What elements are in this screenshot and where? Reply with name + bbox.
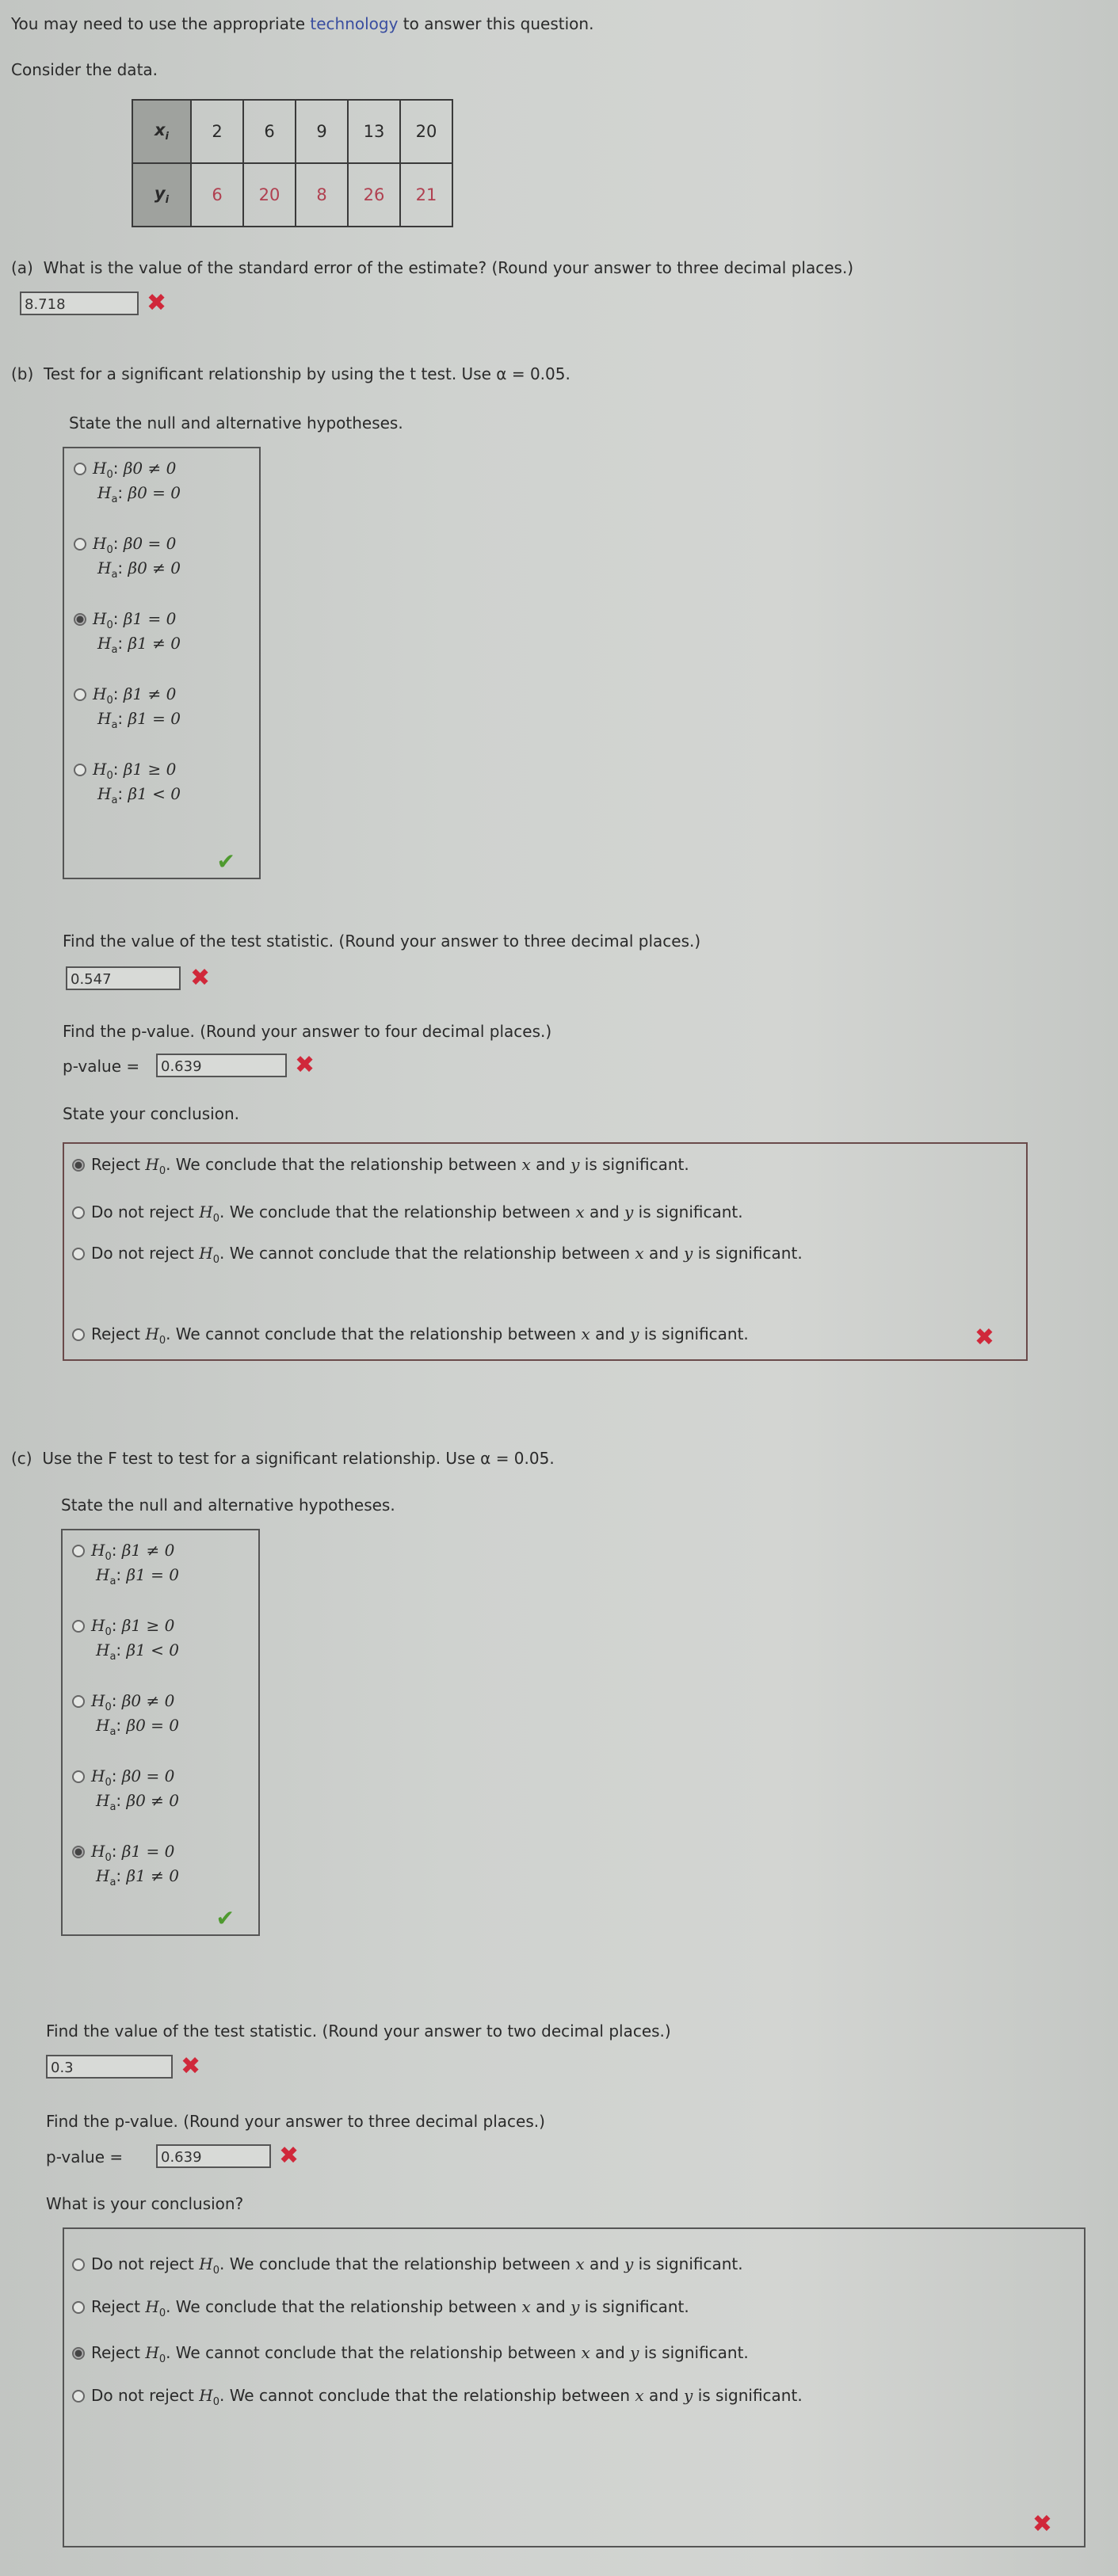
- incorrect-x-icon: ✖: [295, 1051, 315, 1079]
- ha-text: β0 = 0: [128, 483, 181, 502]
- part-b-hyp-prompt: State the null and alternative hypotheses.: [69, 413, 403, 433]
- h0-text: β1 = 0: [121, 1842, 175, 1861]
- conclusion-text: Do not reject $H_0$. We cannot conclude that the relationship between x and y is significant.: [91, 1244, 803, 1266]
- incorrect-x-icon: ✖: [190, 964, 211, 992]
- h0-text: β0 = 0: [121, 1766, 175, 1785]
- conclusion-option[interactable]: [72, 1317, 994, 1358]
- table-row-x: [132, 100, 452, 163]
- h0-label: $H_0$:: [91, 1766, 122, 1789]
- ha-line: [72, 1867, 179, 1892]
- f-statistic-input[interactable]: 0.3: [46, 2055, 173, 2079]
- conclusion-option[interactable]: [72, 1195, 994, 1237]
- h0-text: β0 = 0: [123, 534, 177, 553]
- y-cell: 8: [296, 163, 348, 227]
- part-b-conclusion-prompt: State your conclusion.: [63, 1104, 240, 1123]
- hypothesis-option[interactable]: [74, 610, 181, 659]
- part-c-hypotheses-group: [61, 1529, 260, 1936]
- ha-line: [74, 559, 181, 584]
- h0-label: $H_0$:: [93, 534, 124, 556]
- hypothesis-option[interactable]: [74, 535, 181, 584]
- ha-text: β1 = 0: [128, 709, 181, 728]
- hypothesis-option[interactable]: [72, 1617, 179, 1666]
- part-b-p-prompt: Find the p-value. (Round your answer to four decimal places.): [63, 1022, 552, 1041]
- y-cell: 20: [243, 163, 296, 227]
- part-c-p-prompt: Find the p-value. (Round your answer to three decimal places.): [46, 2112, 545, 2131]
- ha-text: β0 ≠ 0: [126, 1791, 180, 1810]
- ha-line: [72, 1717, 179, 1741]
- ha-text: β0 = 0: [126, 1716, 180, 1735]
- h0-label: $H_0$:: [91, 1616, 122, 1638]
- hypothesis-option[interactable]: [72, 1842, 179, 1892]
- incorrect-x-icon: ✖: [147, 289, 167, 317]
- consider-text: Consider the data.: [11, 60, 158, 79]
- h0-label: $H_0$:: [91, 1541, 122, 1563]
- x-cell: 9: [296, 100, 348, 163]
- h0-label: $H_0$:: [93, 760, 124, 782]
- ha-label: $H_a$:: [96, 1640, 127, 1663]
- ha-label: $H_a$:: [97, 784, 128, 806]
- x-cell: 20: [400, 100, 452, 163]
- hypothesis-option[interactable]: [72, 1541, 179, 1591]
- h0-text: β1 ≠ 0: [121, 1541, 175, 1560]
- incorrect-x-icon: ✖: [181, 2052, 201, 2080]
- conclusion-text: Reject $H_0$. We conclude that the relationship between x and y is significant.: [91, 1155, 689, 1177]
- p-value-input[interactable]: 0.639: [156, 1054, 287, 1077]
- radio-button[interactable]: [72, 1545, 85, 1557]
- conclusion-text: Reject $H_0$. We conclude that the relationship between x and y is significant.: [91, 2297, 689, 2319]
- instructions: [11, 14, 593, 33]
- radio-button[interactable]: [74, 538, 86, 551]
- part-c-hyp-prompt: State the null and alternative hypotheses.: [61, 1496, 395, 1515]
- conclusion-option[interactable]: [72, 2246, 1052, 2288]
- x-cell: 2: [191, 100, 243, 163]
- p-value-label: p-value =: [46, 2147, 124, 2166]
- ha-label: $H_a$:: [97, 709, 128, 731]
- hypothesis-option[interactable]: [72, 1767, 179, 1816]
- part-b-intro: (b) Test for a significant relationship by using the t test. Use α = 0.05.: [11, 364, 570, 383]
- radio-button[interactable]: [72, 2301, 85, 2314]
- ha-text: β1 ≠ 0: [128, 634, 181, 653]
- part-c-stat-prompt: Find the value of the test statistic. (Round your answer to two decimal places.): [46, 2022, 671, 2041]
- part-a-question: (a) What is the value of the standard error of the estimate? (Round your answer to three decimal places.): [11, 258, 854, 277]
- radio-button[interactable]: [72, 1206, 85, 1219]
- ha-text: β1 < 0: [126, 1640, 180, 1660]
- ha-line: [72, 1566, 179, 1591]
- y-header: $y_i$: [132, 163, 191, 227]
- h0-text: β0 ≠ 0: [123, 459, 177, 478]
- h0-text: β1 ≥ 0: [121, 1616, 175, 1635]
- radio-button[interactable]: [72, 1695, 85, 1708]
- ha-text: β1 = 0: [126, 1565, 180, 1584]
- ha-line: [74, 710, 181, 734]
- ha-label: $H_a$:: [96, 1866, 127, 1888]
- conclusion-option[interactable]: [72, 2289, 1052, 2331]
- ha-label: $H_a$:: [96, 1716, 127, 1738]
- hypothesis-option[interactable]: [74, 685, 181, 734]
- radio-button[interactable]: [72, 1328, 85, 1341]
- h0-label: $H_0$:: [93, 459, 124, 481]
- ha-line: [74, 634, 181, 659]
- p-value-label: p-value =: [63, 1057, 140, 1076]
- x-cell: 6: [243, 100, 296, 163]
- y-cell: 21: [400, 163, 452, 227]
- incorrect-x-icon: ✖: [974, 1324, 994, 1351]
- part-b-stat-prompt: Find the value of the test statistic. (Round your answer to three decimal places.): [63, 932, 701, 951]
- ha-text: β1 < 0: [128, 784, 181, 803]
- std-error-input[interactable]: 8.718: [20, 292, 139, 315]
- conclusion-text: Do not reject $H_0$. We conclude that the relationship between x and y is significant.: [91, 1202, 743, 1225]
- radio-button[interactable]: [74, 613, 86, 626]
- h0-label: $H_0$:: [91, 1691, 122, 1713]
- conclusion-option[interactable]: [72, 2378, 1052, 2420]
- h0-text: β1 ≥ 0: [123, 760, 177, 779]
- conclusion-option[interactable]: [72, 2335, 1052, 2377]
- x-header: $x_i$: [132, 100, 191, 163]
- h0-text: β0 ≠ 0: [121, 1691, 175, 1710]
- y-cell: 26: [348, 163, 400, 227]
- h0-label: $H_0$:: [93, 684, 124, 707]
- x-cell: 13: [348, 100, 400, 163]
- conclusion-text: Do not reject $H_0$. We conclude that the relationship between x and y is significant.: [91, 2254, 743, 2277]
- hypothesis-option[interactable]: [74, 459, 181, 509]
- t-statistic-input[interactable]: 0.547: [66, 966, 181, 990]
- conclusion-text: Do not reject $H_0$. We cannot conclude that the relationship between x and y is significant.: [91, 2386, 803, 2408]
- ha-line: [74, 484, 181, 509]
- h0-text: β1 = 0: [123, 609, 177, 628]
- radio-button[interactable]: [74, 764, 86, 776]
- part-b-conclusion-group: [63, 1142, 1028, 1361]
- incorrect-x-icon: ✖: [279, 2142, 300, 2170]
- ha-line: [74, 785, 181, 810]
- conclusion-option[interactable]: [72, 1236, 994, 1278]
- correct-check-icon: ✔: [216, 848, 235, 875]
- ha-label: $H_a$:: [97, 558, 128, 581]
- radio-button[interactable]: [72, 2347, 85, 2360]
- radio-button[interactable]: [72, 1159, 85, 1172]
- incorrect-x-icon: ✖: [1032, 2510, 1052, 2538]
- radio-button[interactable]: [72, 1248, 85, 1260]
- h0-text: β1 ≠ 0: [123, 684, 177, 703]
- h0-label: $H_0$:: [91, 1842, 122, 1864]
- radio-button[interactable]: [74, 463, 86, 475]
- ha-line: [72, 1641, 179, 1666]
- hypothesis-option[interactable]: [72, 1692, 179, 1741]
- part-b-hypotheses-group: [63, 447, 261, 879]
- radio-button[interactable]: [72, 2390, 85, 2403]
- part-c-conclusion-group: [63, 2227, 1086, 2547]
- ha-text: β0 ≠ 0: [128, 558, 181, 577]
- part-c-conclusion-prompt: What is your conclusion?: [46, 2194, 244, 2213]
- hypothesis-option[interactable]: [74, 760, 181, 810]
- radio-button[interactable]: [74, 688, 86, 701]
- ha-label: $H_a$:: [96, 1791, 127, 1813]
- radio-button[interactable]: [72, 1846, 85, 1858]
- correct-check-icon: ✔: [216, 1905, 235, 1931]
- intro-text-end: to answer this question.: [398, 14, 594, 33]
- ha-text: β1 ≠ 0: [126, 1866, 180, 1885]
- ha-label: $H_a$:: [97, 483, 128, 505]
- ha-line: [72, 1792, 179, 1816]
- y-cell: 6: [191, 163, 243, 227]
- radio-button[interactable]: [72, 1770, 85, 1783]
- part-c-intro: (c) Use the F test to test for a significant relationship. Use α = 0.05.: [11, 1449, 555, 1468]
- intro-text: You may need to use the appropriate: [11, 14, 311, 33]
- h0-label: $H_0$:: [93, 609, 124, 631]
- ha-label: $H_a$:: [97, 634, 128, 656]
- data-table: [132, 99, 453, 227]
- ha-label: $H_a$:: [96, 1565, 127, 1587]
- technology-link[interactable]: technology: [310, 14, 399, 33]
- radio-button[interactable]: [72, 1620, 85, 1633]
- conclusion-text: Reject $H_0$. We cannot conclude that the relationship between x and y is significant.: [91, 1324, 749, 1347]
- p-value-input[interactable]: 0.639: [156, 2144, 271, 2168]
- table-row-y: [132, 163, 452, 227]
- radio-button[interactable]: [72, 2258, 85, 2271]
- conclusion-text: Reject $H_0$. We cannot conclude that the relationship between x and y is significant.: [91, 2343, 749, 2365]
- conclusion-option[interactable]: [72, 1147, 994, 1189]
